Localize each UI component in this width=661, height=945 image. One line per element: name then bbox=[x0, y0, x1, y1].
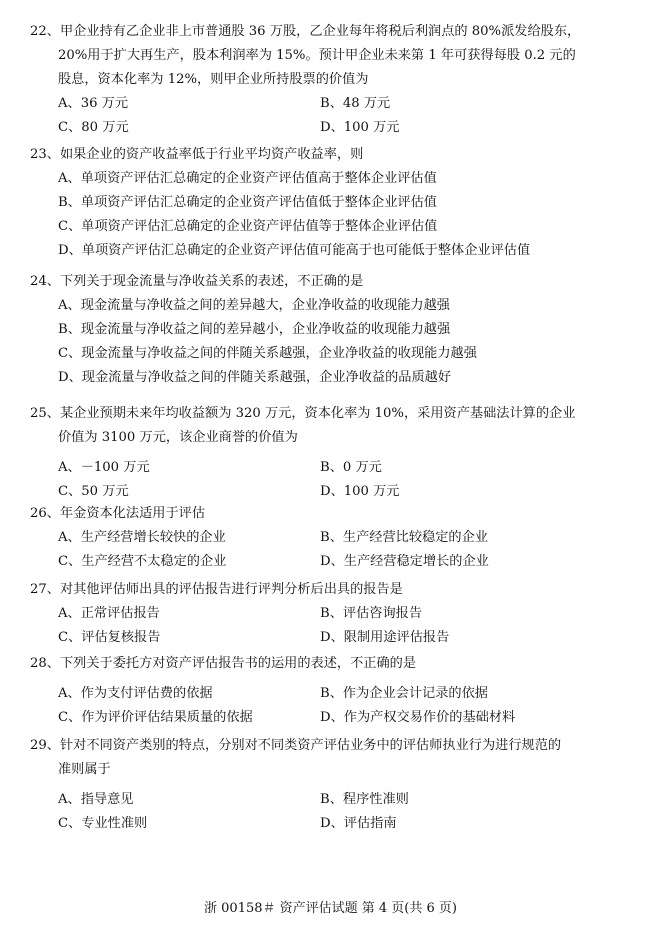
option-row bbox=[30, 602, 630, 626]
option-b: B、0 万元 bbox=[320, 460, 382, 475]
option-c: C、现金流量与净收益之间的伴随关系越强，企业净收益的收现能力越强 bbox=[58, 346, 477, 361]
option-d: D、限制用途评估报告 bbox=[320, 630, 450, 645]
option-a: A、现金流量与净收益之间的差异越大，企业净收益的收现能力越强 bbox=[58, 298, 450, 313]
option-d: D、评估指南 bbox=[320, 816, 397, 831]
option-row bbox=[30, 92, 630, 116]
question-24 bbox=[30, 270, 630, 390]
option-d: D、作为产权交易作价的基础材料 bbox=[320, 710, 516, 725]
option-row bbox=[30, 706, 630, 730]
stem-line: 准则属于 bbox=[58, 762, 111, 777]
option-row bbox=[30, 550, 630, 574]
option-d: D、生产经营稳定增长的企业 bbox=[320, 554, 489, 569]
option-b: B、生产经营比较稳定的企业 bbox=[320, 530, 488, 545]
question-stem bbox=[30, 143, 630, 167]
question-stem bbox=[30, 20, 630, 92]
stem-line: 28、下列关于委托方对资产评估报告书的运用的表述，不正确的是 bbox=[30, 656, 417, 671]
question-27 bbox=[30, 578, 630, 650]
options bbox=[30, 167, 630, 263]
option-row bbox=[30, 456, 630, 480]
stem-line: 24、下列关于现金流量与净收益关系的表述，不正确的是 bbox=[30, 274, 364, 289]
options bbox=[30, 526, 630, 574]
option-c: C、80 万元 bbox=[58, 120, 129, 135]
options bbox=[30, 294, 630, 390]
options bbox=[30, 602, 630, 650]
option-a: A、指导意见 bbox=[58, 792, 134, 807]
options bbox=[30, 682, 630, 730]
option-row bbox=[30, 682, 630, 706]
option-a: A、作为支付评估费的依据 bbox=[58, 686, 213, 701]
option-c: C、专业性准则 bbox=[58, 816, 148, 831]
stem-line: 20%用于扩大再生产，股本利润率为 15%。预计甲企业未来第 1 年可获得每股 0.2 元的 bbox=[58, 48, 576, 63]
stem-line: 26、年金资本化法适用于评估 bbox=[30, 506, 206, 521]
option-c: C、50 万元 bbox=[58, 484, 129, 499]
question-stem bbox=[30, 734, 630, 782]
option-c: C、单项资产评估汇总确定的企业资产评估值等于整体企业评估值 bbox=[58, 219, 438, 234]
option-d: D、100 万元 bbox=[320, 484, 400, 499]
question-29 bbox=[30, 734, 630, 836]
option-b: B、单项资产评估汇总确定的企业资产评估值低于整体企业评估值 bbox=[58, 195, 437, 210]
option-c: C、作为评价评估结果质量的依据 bbox=[58, 710, 253, 725]
question-stem bbox=[30, 270, 630, 294]
option-d: D、单项资产评估汇总确定的企业资产评估值可能高于也可能低于整体企业评估值 bbox=[58, 243, 531, 258]
stem-line: 29、针对不同资产类别的特点，分别对不同类资产评估业务中的评估师执业行为进行规范的 bbox=[30, 738, 562, 753]
option-b: B、48 万元 bbox=[320, 96, 391, 111]
option-a: A、正常评估报告 bbox=[58, 606, 160, 621]
question-26 bbox=[30, 502, 630, 574]
option-c: C、生产经营不太稳定的企业 bbox=[58, 554, 227, 569]
option-row bbox=[30, 116, 630, 140]
option-a: A、单项资产评估汇总确定的企业资产评估值高于整体企业评估值 bbox=[58, 171, 437, 186]
option-b: B、作为企业会计记录的依据 bbox=[320, 686, 488, 701]
option-b: B、评估咨询报告 bbox=[320, 606, 423, 621]
options bbox=[30, 788, 630, 836]
question-stem bbox=[30, 578, 630, 602]
option-row bbox=[30, 526, 630, 550]
options bbox=[30, 456, 630, 504]
options bbox=[30, 92, 630, 140]
option-d: D、100 万元 bbox=[320, 120, 400, 135]
stem-line: 25、某企业预期未来年均收益额为 320 万元，资本化率为 10%，采用资产基础法计算的企业 bbox=[30, 406, 576, 421]
question-23 bbox=[30, 143, 630, 263]
question-25 bbox=[30, 402, 630, 504]
stem-line: 23、如果企业的资产收益率低于行业平均资产收益率，则 bbox=[30, 147, 364, 162]
question-28 bbox=[30, 652, 630, 730]
question-stem bbox=[30, 502, 630, 526]
option-b: B、程序性准则 bbox=[320, 792, 409, 807]
option-a: A、36 万元 bbox=[58, 96, 129, 111]
option-row bbox=[30, 812, 630, 836]
option-a: A、－100 万元 bbox=[58, 460, 150, 475]
option-a: A、生产经营增长较快的企业 bbox=[58, 530, 226, 545]
page-footer: 浙 00158＃ 资产评估试题 第 4 页(共 6 页) bbox=[204, 901, 457, 916]
stem-line: 27、对其他评估师出具的评估报告进行评判分析后出具的报告是 bbox=[30, 582, 403, 597]
option-b: B、现金流量与净收益之间的差异越小，企业净收益的收现能力越强 bbox=[58, 322, 451, 337]
question-stem bbox=[30, 402, 630, 450]
option-row bbox=[30, 480, 630, 504]
option-c: C、评估复核报告 bbox=[58, 630, 161, 645]
option-d: D、现金流量与净收益之间的伴随关系越强，企业净收益的品质越好 bbox=[58, 370, 452, 385]
stem-line: 22、甲企业持有乙企业非上市普通股 36 万股，乙企业每年将税后利润点的 80%派发给股东， bbox=[30, 24, 581, 39]
stem-line: 价值为 3100 万元，该企业商誉的价值为 bbox=[58, 430, 298, 445]
option-row bbox=[30, 788, 630, 812]
question-stem bbox=[30, 652, 630, 676]
option-row bbox=[30, 626, 630, 650]
stem-line: 股息，资本化率为 12%，则甲企业所持股票的价值为 bbox=[58, 72, 369, 87]
question-22 bbox=[30, 20, 630, 140]
